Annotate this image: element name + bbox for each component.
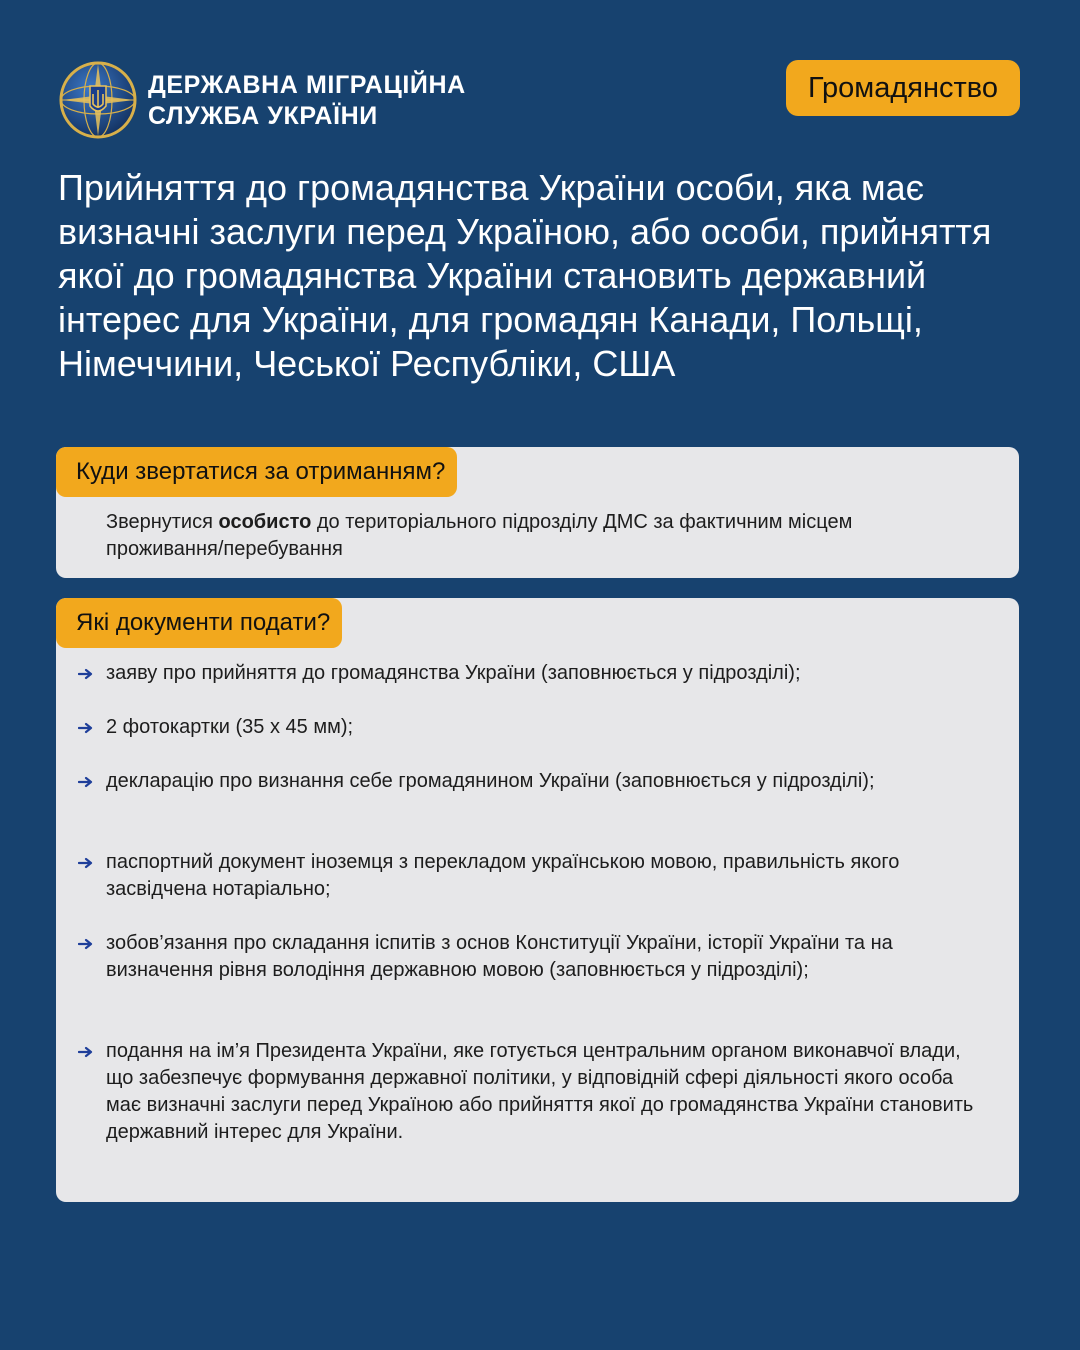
documents-label: Які документи подати?	[56, 598, 342, 648]
list-item	[78, 714, 978, 741]
where-label: Куди звертатися за отриманням?	[56, 447, 457, 497]
arrow-right-icon	[78, 1046, 96, 1058]
document-text: декларацію про визнання себе громадянином України (заповнюється у підрозділі);	[106, 770, 875, 792]
documents-card	[56, 598, 1019, 1202]
arrow-right-icon	[78, 857, 96, 869]
arrow-right-icon	[78, 938, 96, 950]
org-name-line2: СЛУЖБА УКРАЇНИ	[148, 102, 378, 130]
document-text: подання на ім’я Президента України, яке готується центральним органом виконавчої влади, що забезпечує формування державної політики, у відповідній сфері діяльності якого особа має визначні заслуги перед Україною або прийняття якої до громадянства України становить державний інтерес для України.	[106, 1040, 974, 1143]
document-text: зобов’язання про складання іспитів з основ Конституції України, історії України та на визначення рівня володіння державною мовою (заповнюється у підрозділі);	[106, 932, 893, 981]
where-text-after: до територіального підрозділу ДМС за фактичним місцем проживання/перебування	[106, 511, 853, 560]
arrow-right-icon	[78, 722, 96, 734]
list-item	[78, 1038, 978, 1146]
arrow-right-icon	[78, 776, 96, 788]
where-text-before: Звернутися	[106, 511, 219, 533]
where-text	[106, 509, 966, 563]
document-text: 2 фотокартки (35 х 45 мм);	[106, 716, 354, 738]
header	[58, 58, 1020, 142]
list-item	[78, 930, 978, 984]
where-card	[56, 447, 1019, 578]
document-text: заяву про прийняття до громадянства України (заповнюється у підрозділі);	[106, 662, 801, 684]
list-item	[78, 849, 978, 903]
list-item	[78, 660, 978, 687]
where-text-bold: особисто	[218, 511, 312, 533]
page-title: Прийняття до громадянства України особи, яка має визначні заслуги перед Україною, або особи, прийняття якої до громадянства України становить державний інтерес для України, для громадян Канади, Польщі, Німеччини, Чеської Республіки, США	[58, 167, 992, 384]
dms-emblem-icon	[58, 60, 138, 140]
list-item	[78, 768, 978, 795]
org-name-line1: ДЕРЖАВНА МІГРАЦІЙНА	[148, 71, 466, 99]
document-text: паспортний документ іноземця з перекладом українською мовою, правильність якого засвідчена нотаріально;	[106, 851, 900, 900]
category-badge: Громадянство	[786, 60, 1020, 116]
org-name	[148, 70, 466, 132]
arrow-right-icon	[78, 668, 96, 680]
